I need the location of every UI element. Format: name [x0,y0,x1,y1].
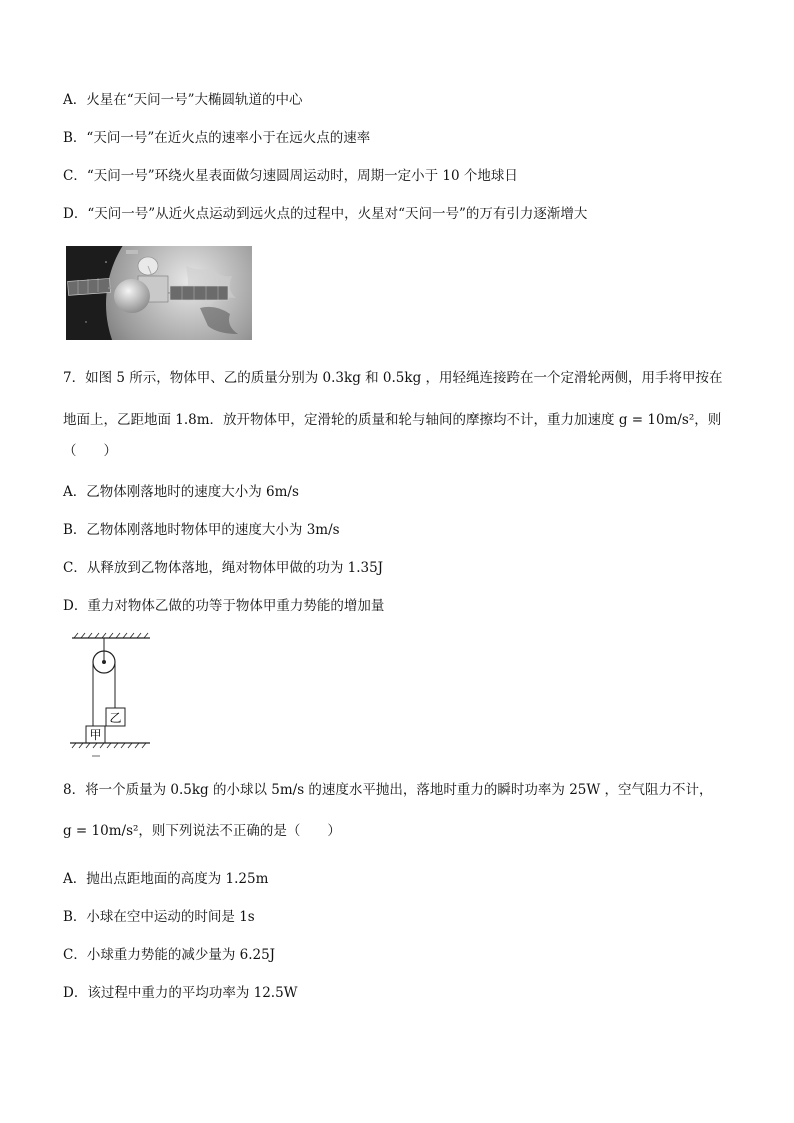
q6-option-b: B．“天问一号”在近火点的速率小于在远火点的速率 [63,130,371,146]
label-jia: 甲 [89,728,102,742]
q8-option-b: B．小球在空中运动的时间是 1s [63,909,255,925]
q7-stem-line-1: 7．如图 5 所示，物体甲、乙的质量分别为 0.3kg 和 0.5kg ，用轻绳连接跨在一个定滑轮两侧，用手将甲按在 [63,370,723,386]
pulley-diagram [68,632,152,762]
q6-option-c: C．“天问一号”环绕火星表面做匀速圆周运动时，周期一定小于 10 个地球日 [63,168,518,184]
q7-option-c: C．从释放到乙物体落地，绳对物体甲做的功为 1.35J [63,560,384,576]
q8-option-d: D．该过程中重力的平均功率为 12.5W [63,985,298,1001]
ceiling-hatching [74,633,148,638]
q8-stem-line-2: g = 10m/s²，则下列说法不正确的是（ ） [63,823,341,839]
q7-option-a: A．乙物体刚落地时的速度大小为 6m/s [63,484,299,500]
q8-stem-line-1: 8．将一个质量为 0.5kg 的小球以 5m/s 的速度水平抛出，落地时重力的瞬时功率为 25W ，空气阻力不计， [63,782,713,798]
q8-option-c: C．小球重力势能的减少量为 6.25J [63,947,276,963]
q8-option-a: A．抛出点距地面的高度为 1.25m [63,871,269,887]
q6-option-d: D．“天问一号”从近火点运动到远火点的过程中，火星对“天问一号”的万有引力逐渐增大 [63,206,588,222]
q6-option-a: A．火星在“天问一号”大椭圆轨道的中心 [63,92,303,108]
q7-option-d: D．重力对物体乙做的功等于物体甲重力势能的增加量 [63,598,385,614]
label-yi: 乙 [109,711,122,725]
q7-stem-line-2: 地面上，乙距地面 1.8m．放开物体甲，定滑轮的质量和轮与轴间的摩擦均不计，重力加速度 g = 10m/s²，则 [63,412,722,428]
q7-stem-line-3: （ ） [63,443,117,459]
q7-option-b: B．乙物体刚落地时物体甲的速度大小为 3m/s [63,522,340,538]
ground-hatching [72,743,146,748]
tianwen-spacecraft-image [66,246,252,340]
